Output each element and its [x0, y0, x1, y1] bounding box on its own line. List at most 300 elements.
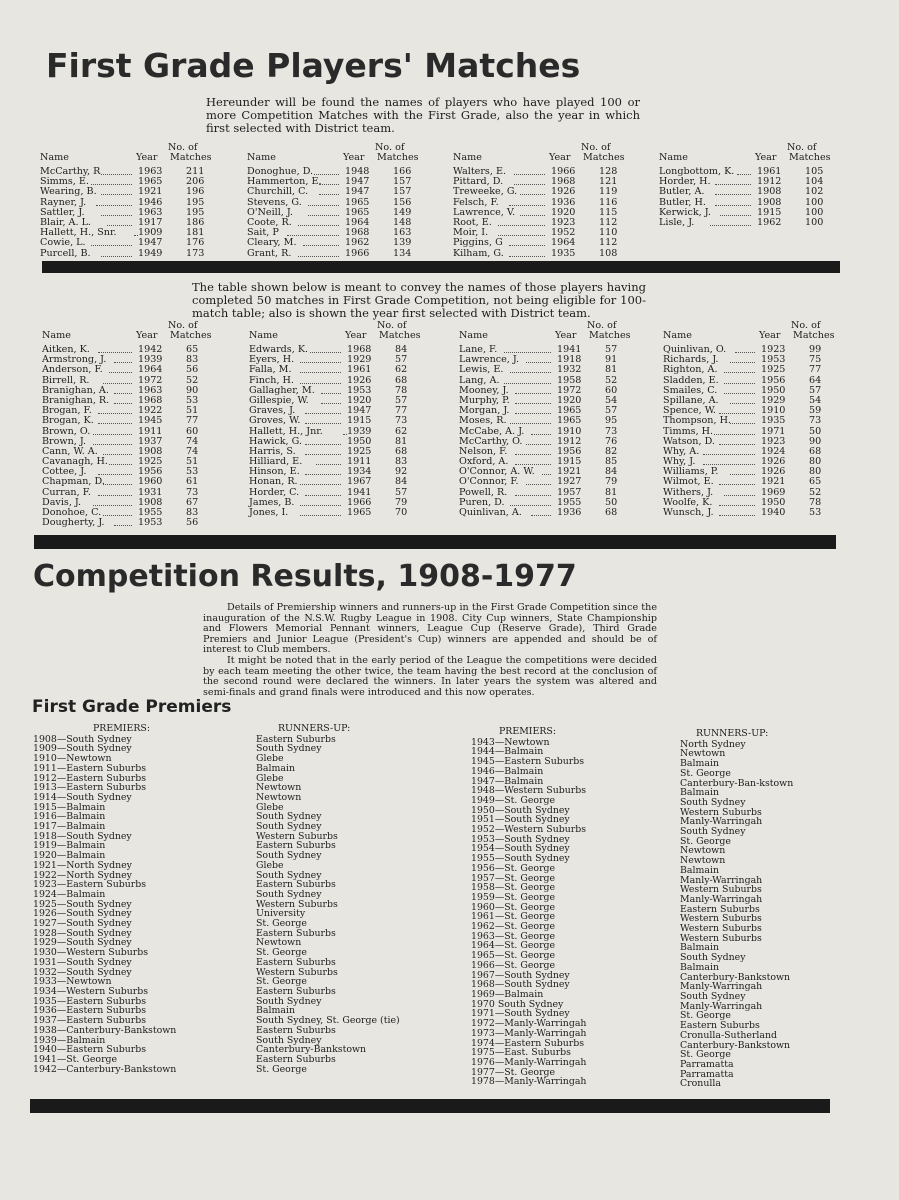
player-name: Curran, F. [42, 486, 91, 498]
player-row [249, 508, 421, 518]
match-count: 149 [393, 206, 412, 218]
leader-dots [287, 228, 339, 236]
match-count: 157 [393, 186, 412, 198]
player-name: Spence, W. [663, 405, 716, 417]
match-count: 52 [809, 486, 822, 498]
runner-up-entry: Balmain [680, 787, 719, 799]
leader-dots [98, 406, 132, 414]
column-header [659, 143, 831, 167]
leader-dots [720, 208, 751, 216]
player-name: Morgan, J. [459, 405, 510, 417]
player-column-2 [249, 321, 421, 518]
match-count: 211 [186, 166, 205, 177]
premier-entry: 1911—Eastern Suburbs [33, 762, 147, 774]
runner-up-entry: Manly-Warringah [680, 816, 763, 828]
header-year: Year [136, 330, 158, 341]
match-count: 52 [605, 374, 618, 386]
leader-dots [515, 386, 551, 394]
leader-dots [103, 376, 132, 384]
match-count: 50 [605, 496, 618, 508]
year-first-selected: 1926 [347, 374, 372, 386]
match-count: 84 [395, 344, 408, 355]
premier-entry: 1936—Eastern Suburbs [33, 1005, 147, 1017]
leader-dots [719, 508, 755, 516]
divider-rule-3 [30, 1099, 830, 1113]
year-first-selected: 1965 [138, 176, 163, 188]
match-count: 139 [393, 237, 412, 249]
premier-entry: 1925—South Sydney [33, 898, 132, 910]
runner-up-entry: South Sydney [256, 821, 322, 833]
player-column-3 [453, 143, 625, 259]
year-first-selected: 1912 [557, 435, 582, 447]
year-first-selected: 1946 [138, 196, 163, 208]
leader-dots [504, 376, 551, 384]
year-first-selected: 1960 [138, 476, 163, 488]
header-no-of: No. of [377, 320, 407, 331]
leader-dots [730, 396, 755, 404]
leader-dots [310, 345, 341, 353]
header-year: Year [755, 152, 777, 163]
match-count: 92 [395, 466, 408, 478]
year-first-selected: 1908 [757, 196, 782, 208]
runners-up-label: RUNNERS-UP: [278, 723, 351, 734]
player-name: Graves, J. [249, 405, 296, 417]
premier-entry: 1971—South Sydney [471, 1008, 570, 1020]
runner-up-entry: Canterbury-Ban-kstown [680, 777, 794, 789]
year-first-selected: 1945 [138, 415, 163, 427]
column-header [249, 321, 421, 345]
player-name: Lane, F. [459, 344, 498, 355]
player-name: Cottee, J. [42, 466, 87, 478]
match-count: 176 [186, 237, 205, 249]
runner-up-entry: Eastern Suburbs [256, 1024, 336, 1036]
leader-dots [515, 457, 551, 465]
match-count: 100 [805, 196, 824, 208]
leader-dots [724, 365, 755, 373]
leader-dots [93, 427, 132, 435]
leader-dots [298, 249, 339, 257]
runner-up-entry: South Sydney [680, 990, 746, 1002]
premier-entry: 1944—Balmain [471, 746, 544, 758]
leader-dots [710, 218, 751, 226]
leader-dots [321, 386, 341, 394]
runner-up-entry: St. George [256, 976, 307, 988]
year-first-selected: 1931 [138, 486, 163, 498]
player-name: O'Connor, A. W. [459, 466, 535, 478]
player-name: Watson, D. [663, 435, 715, 447]
premier-entry: 1924—Balmain [33, 888, 106, 900]
year-first-selected: 1925 [347, 445, 372, 457]
year-first-selected: 1956 [557, 445, 582, 457]
premier-entry: 1929—South Sydney [33, 937, 132, 949]
year-first-selected: 1936 [557, 507, 582, 518]
match-count: 68 [605, 507, 618, 518]
match-count: 51 [186, 405, 199, 417]
year-first-selected: 1955 [557, 496, 582, 508]
runner-up-entry: Western Suburbs [256, 966, 338, 978]
year-first-selected: 1964 [138, 364, 163, 376]
header-matches: Matches [170, 152, 212, 163]
header-matches: Matches [379, 330, 421, 341]
premier-entry: 1967—South Sydney [471, 969, 570, 981]
match-count: 181 [186, 227, 205, 239]
runner-up-entry: St. George [680, 1010, 731, 1022]
runner-up-entry: Parramatta [680, 1058, 734, 1070]
premier-entry: 1963—St. George [471, 930, 556, 942]
runner-up-entry: Western Suburbs [680, 913, 762, 925]
player-name: Mooney, J. [459, 384, 509, 396]
year-first-selected: 1965 [557, 415, 582, 427]
year-first-selected: 1947 [345, 186, 370, 198]
year-first-selected: 1955 [138, 507, 163, 518]
leader-dots [314, 167, 339, 175]
premier-entry: 1945—Eastern Suburbs [471, 756, 585, 768]
premier-entry: 1952—Western Suburbs [471, 824, 587, 836]
leader-dots [114, 386, 132, 394]
player-name: Oxford, A. [459, 456, 509, 468]
runner-up-entry: Western Suburbs [680, 932, 762, 944]
year-first-selected: 1967 [347, 476, 372, 488]
runner-up-entry: Western Suburbs [680, 884, 762, 896]
leader-dots [114, 518, 132, 526]
match-count: 56 [186, 517, 199, 529]
player-row [42, 416, 212, 426]
match-count: 57 [605, 405, 618, 417]
player-name: Finch, H. [249, 374, 294, 386]
match-count: 74 [186, 445, 199, 457]
header-no-of: No. of [168, 320, 198, 331]
premier-entry: 1970 South Sydney [471, 998, 564, 1010]
header-name: Name [459, 330, 488, 341]
leader-dots [504, 345, 551, 353]
premier-entry: 1926—South Sydney [33, 908, 132, 920]
runner-up-entry: Glebe [256, 753, 284, 765]
player-name: Birrell, R. [42, 374, 90, 386]
year-first-selected: 1948 [345, 166, 370, 177]
premier-entry: 1928—South Sydney [33, 927, 132, 939]
player-name: Powell, R. [459, 486, 508, 498]
header-no-of: No. of [581, 142, 611, 153]
player-name: Simms, E. [40, 176, 89, 188]
premier-entry: 1918—South Sydney [33, 830, 132, 842]
header-matches: Matches [170, 330, 212, 341]
runner-up-entry: Canterbury-Bankstown [680, 971, 791, 983]
player-name: Wearing, B. [40, 186, 97, 198]
match-count: 52 [186, 374, 199, 386]
player-row [247, 249, 419, 259]
runner-up-entry: Balmain [680, 864, 719, 876]
player-name: Donohoe, C. [42, 507, 102, 518]
premier-entry: 1962—St. George [471, 921, 556, 933]
player-name: Horder, C. [249, 486, 300, 498]
premier-entry: 1943—Newtown [471, 736, 550, 748]
leader-dots [515, 447, 551, 455]
results-intro [203, 603, 657, 698]
runner-up-entry: Canterbury-Bankstown [256, 1044, 367, 1056]
player-name: Woolfe, K. [663, 496, 713, 508]
leader-dots [703, 457, 755, 465]
leader-dots [300, 477, 341, 485]
runner-up-entry: Eastern Suburbs [256, 733, 336, 745]
year-first-selected: 1963 [138, 206, 163, 218]
column-header [453, 143, 625, 167]
player-name: Pittard, D. [453, 176, 504, 188]
premier-entry: 1973—Manly-Warringah [471, 1027, 587, 1039]
leader-dots [526, 355, 551, 363]
year-first-selected: 1940 [761, 507, 786, 518]
match-count: 68 [395, 445, 408, 457]
premier-entry: 1949—St. George [471, 794, 556, 806]
player-name: Williams, P. [663, 466, 719, 478]
player-name: McCarthy, O. [459, 435, 523, 447]
year-first-selected: 1947 [345, 176, 370, 188]
header-name: Name [659, 152, 688, 163]
premier-entry: 1942—Canterbury-Bankstown [33, 1063, 177, 1075]
premier-entry: 1965—St. George [471, 950, 556, 962]
match-count: 83 [186, 354, 199, 366]
runner-up-entry: Western Suburbs [680, 806, 762, 818]
runner-up-entry: South Sydney [680, 796, 746, 808]
player-name: Stevens, G. [247, 196, 302, 208]
premier-entry: 1957—St. George [471, 872, 556, 884]
year-first-selected: 1962 [345, 237, 370, 249]
player-name: Cann, W. A. [42, 445, 98, 457]
leader-dots [526, 477, 551, 485]
premier-entry: 1958—St. George [471, 882, 556, 894]
match-count: 119 [599, 186, 618, 198]
header-year: Year [343, 152, 365, 163]
premiers-label: PREMIERS: [499, 726, 556, 737]
player-row [40, 238, 212, 248]
year-first-selected: 1917 [138, 216, 163, 228]
runner-up-entry: St. George [256, 918, 307, 930]
premier-entry: 1966—St. George [471, 959, 556, 971]
match-count: 81 [395, 435, 408, 447]
premier-entry: 1912—Eastern Suburbs [33, 772, 147, 784]
premier-entry: 1920—Balmain [33, 850, 106, 862]
year-first-selected: 1963 [138, 384, 163, 396]
player-name: James, B. [249, 496, 295, 508]
premier-entry: 1961—St. George [471, 911, 556, 923]
match-count: 73 [605, 425, 618, 437]
year-first-selected: 1934 [347, 466, 372, 478]
runner-up-entry: Eastern Suburbs [256, 840, 336, 852]
year-first-selected: 1966 [551, 166, 576, 177]
premier-entry: 1923—Eastern Suburbs [33, 879, 147, 891]
runner-up-entry: Balmain [680, 758, 719, 770]
match-count: 85 [605, 456, 618, 468]
header-year: Year [555, 330, 577, 341]
match-count: 110 [599, 227, 618, 239]
match-count: 67 [186, 496, 199, 508]
leader-dots [715, 177, 751, 185]
player-name: Jones, I. [249, 507, 289, 518]
premier-entry: 1940—Eastern Suburbs [33, 1044, 147, 1056]
player-name: Quinlivan, A. [459, 507, 522, 518]
section-title-players-matches: First Grade Players' Matches [46, 46, 581, 85]
match-count: 90 [186, 384, 199, 396]
leader-dots [515, 396, 551, 404]
player-name: Branighan, R. [42, 394, 110, 406]
year-first-selected: 1968 [345, 227, 370, 239]
premier-entry: 1972—Manly-Warringah [471, 1018, 587, 1030]
runner-up-entry: Manly-Warringah [680, 874, 763, 886]
player-name: Harris, S. [249, 445, 296, 457]
player-name: Anderson, F. [42, 364, 103, 376]
premier-entry: 1968—South Sydney [471, 979, 570, 991]
match-count: 77 [395, 405, 408, 417]
year-first-selected: 1941 [347, 486, 372, 498]
leader-dots [109, 457, 132, 465]
premier-entry: 1934—Western Suburbs [33, 985, 149, 997]
player-name: Cowie, L. [40, 237, 86, 249]
leader-dots [719, 477, 755, 485]
leader-dots [298, 218, 339, 226]
year-first-selected: 1947 [138, 237, 163, 249]
leader-dots [526, 437, 551, 445]
player-name: Why, A. [663, 445, 700, 457]
player-name: Lang, A. [459, 374, 500, 386]
match-count: 173 [186, 247, 205, 259]
match-count: 53 [186, 466, 199, 478]
year-first-selected: 1935 [761, 415, 786, 427]
runner-up-entry: University [256, 908, 306, 920]
player-name: Brogan, F. [42, 405, 92, 417]
match-count: 64 [809, 374, 822, 386]
premier-entry: 1917—Balmain [33, 821, 106, 833]
leader-dots [715, 198, 751, 206]
match-count: 53 [809, 507, 822, 518]
year-first-selected: 1915 [757, 206, 782, 218]
premier-entry: 1919—Balmain [33, 840, 106, 852]
year-first-selected: 1912 [757, 176, 782, 188]
header-no-of: No. of [791, 320, 821, 331]
leader-dots [98, 416, 132, 424]
match-count: 91 [605, 354, 618, 366]
year-first-selected: 1968 [138, 394, 163, 406]
year-first-selected: 1950 [347, 435, 372, 447]
player-name: Sait, P [247, 227, 279, 239]
match-count: 99 [809, 344, 822, 355]
player-name: Branighan, A. [42, 384, 109, 396]
year-first-selected: 1921 [557, 466, 582, 478]
header-name: Name [40, 152, 69, 163]
match-count: 68 [809, 445, 822, 457]
player-name: Rayner, J. [40, 196, 87, 208]
leader-dots [93, 498, 132, 506]
header-no-of: No. of [168, 142, 198, 153]
player-name: Edwards, K. [249, 344, 309, 355]
leader-dots [730, 467, 755, 475]
leader-dots [715, 187, 751, 195]
player-name: McCarthy, R [40, 166, 101, 177]
match-count: 100 [805, 206, 824, 218]
runner-up-entry: South Sydney [256, 850, 322, 862]
year-first-selected: 1968 [347, 344, 372, 355]
match-count: 108 [599, 247, 618, 259]
match-count: 57 [605, 344, 618, 355]
year-first-selected: 1956 [138, 466, 163, 478]
runner-up-entry: Cronulla [680, 1078, 721, 1090]
player-name: Smailes, C. [663, 384, 718, 396]
match-count: 77 [186, 415, 199, 427]
player-name: Lawrence, J. [459, 354, 520, 366]
player-column-4 [659, 143, 831, 228]
player-name: Brogan, K. [42, 415, 94, 427]
runner-up-entry: Newtown [680, 845, 726, 857]
leader-dots [520, 208, 545, 216]
year-first-selected: 1953 [347, 384, 372, 396]
leader-dots [510, 416, 551, 424]
premier-entry: 1959—St. George [471, 891, 556, 903]
premier-entry: 1938—Canterbury-Bankstown [33, 1024, 177, 1036]
match-count: 186 [186, 216, 205, 228]
year-first-selected: 1937 [138, 435, 163, 447]
year-first-selected: 1922 [138, 405, 163, 417]
runner-up-entry: Newtown [680, 855, 726, 867]
premier-entry: 1927—South Sydney [33, 918, 132, 930]
premier-entry: 1978—Manly-Warringah [471, 1076, 587, 1088]
runner-up-entry: Newtown [256, 782, 302, 794]
header-name: Name [247, 152, 276, 163]
premier-entry: 1932—South Sydney [33, 966, 132, 978]
header-name: Name [249, 330, 278, 341]
runner-up-entry: Canterbury-Bankstown [680, 1039, 791, 1051]
premier-entry: 1930—Western Suburbs [33, 947, 149, 959]
player-name: Richards, J. [663, 354, 719, 366]
divider-rule-1 [42, 261, 840, 273]
player-column-1 [42, 321, 212, 528]
match-count: 134 [393, 247, 412, 259]
player-row [247, 238, 419, 248]
match-count: 95 [605, 415, 618, 427]
match-count: 79 [395, 496, 408, 508]
leader-dots [514, 177, 545, 185]
leader-dots [531, 427, 551, 435]
runner-up-entry: Glebe [256, 801, 284, 813]
year-first-selected: 1965 [347, 507, 372, 518]
match-count: 59 [809, 405, 822, 417]
year-first-selected: 1910 [761, 405, 786, 417]
leader-dots [96, 198, 132, 206]
year-first-selected: 1962 [757, 216, 782, 228]
header-matches: Matches [589, 330, 631, 341]
leader-dots [103, 508, 132, 516]
leader-dots [300, 365, 341, 373]
header-year: Year [136, 152, 158, 163]
premiers-list-1943-1978 [471, 727, 586, 1087]
first-grade-premiers-heading: First Grade Premiers [32, 697, 232, 717]
leader-dots [531, 508, 551, 516]
year-first-selected: 1925 [138, 456, 163, 468]
year-first-selected: 1950 [761, 496, 786, 508]
player-name: Withers, J. [663, 486, 714, 498]
year-first-selected: 1966 [345, 247, 370, 259]
header-no-of: No. of [375, 142, 405, 153]
leader-dots [724, 488, 755, 496]
player-name: Spillane, A. [663, 394, 719, 406]
player-name: Longbottom, K. [659, 166, 735, 177]
leader-dots [515, 406, 551, 414]
divider-rule-2 [34, 535, 836, 549]
runner-up-entry: St. George [680, 835, 731, 847]
runner-up-entry: North Sydney [680, 738, 746, 750]
leader-dots [498, 228, 545, 236]
year-first-selected: 1908 [138, 496, 163, 508]
leader-dots [305, 416, 341, 424]
leader-dots [509, 249, 545, 257]
premier-entry: 1954—South Sydney [471, 843, 570, 855]
